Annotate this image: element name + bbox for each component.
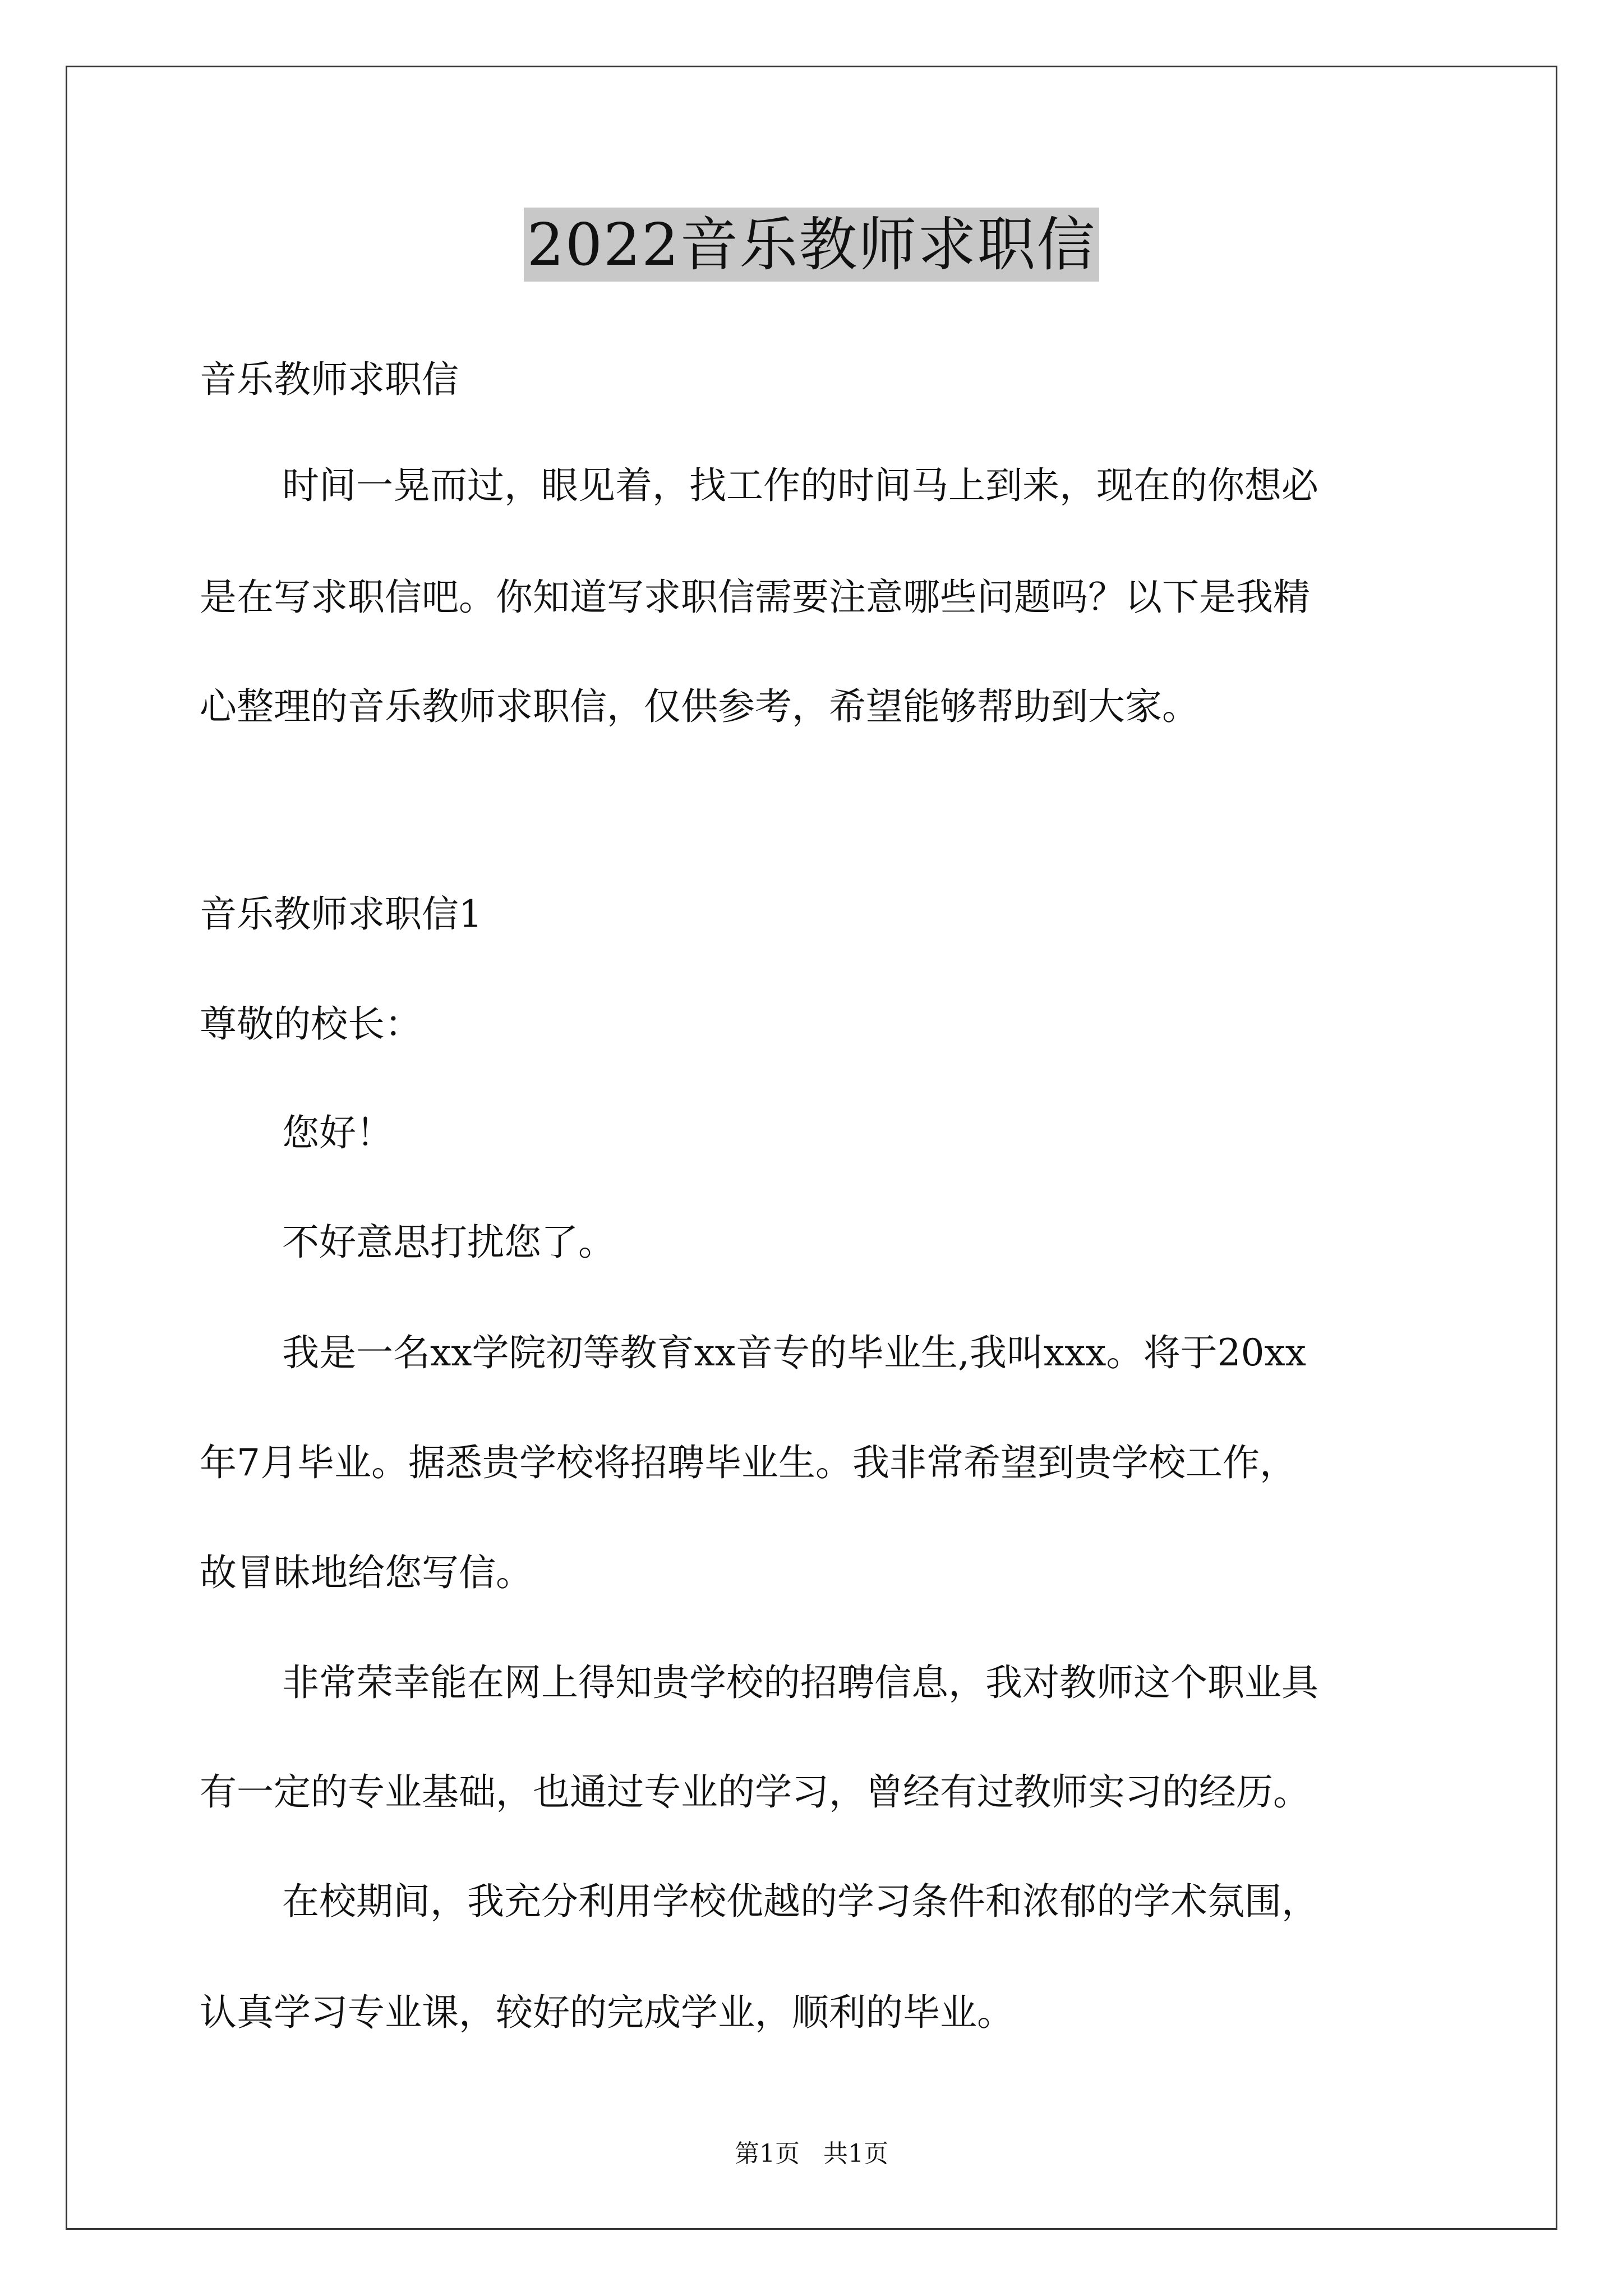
paragraph3-line-2: 认真学习专业课，较好的完成学业，顺利的毕业。 bbox=[200, 1991, 1014, 2034]
intro-line-3: 心整理的音乐教师求职信，仅供参考，希望能够帮助到大家。 bbox=[200, 685, 1199, 728]
current-page-label: 第1页 bbox=[735, 2139, 800, 2168]
paragraph1-line-3: 故冒昧地给您写信。 bbox=[200, 1551, 533, 1594]
document-subtitle: 音乐教师求职信 bbox=[200, 358, 459, 401]
intro-line-1: 时间一晃而过，眼见着，找工作的时间马上到来，现在的你想必 bbox=[282, 464, 1318, 507]
greeting: 您好！ bbox=[282, 1111, 393, 1154]
paragraph1-line-2: 年7月毕业。据悉贵学校将招聘毕业生。我非常希望到贵学校工作， bbox=[200, 1441, 1297, 1484]
letter-heading: 音乐教师求职信1 bbox=[200, 892, 482, 936]
title-wrap bbox=[0, 208, 1623, 282]
paragraph2-line-1: 非常荣幸能在网上得知贵学校的招聘信息，我对教师这个职业具 bbox=[282, 1661, 1318, 1704]
document-title: 2022音乐教师求职信 bbox=[524, 208, 1100, 282]
apology-line: 不好意思打扰您了。 bbox=[282, 1221, 615, 1264]
paragraph2-line-2: 有一定的专业基础，也通过专业的学习，曾经有过教师实习的经历。 bbox=[200, 1770, 1310, 1814]
total-pages-label: 共1页 bbox=[823, 2139, 888, 2168]
paragraph3-line-1: 在校期间，我充分利用学校优越的学习条件和浓郁的学术氛围， bbox=[282, 1880, 1318, 1923]
salutation: 尊敬的校长： bbox=[200, 1002, 422, 1046]
page-footer bbox=[0, 2138, 1623, 2170]
intro-line-2: 是在写求职信吧。你知道写求职信需要注意哪些问题吗？以下是我精 bbox=[200, 576, 1310, 619]
paragraph1-line-1: 我是一名xx学院初等教育xx音专的毕业生,我叫xxx。将于20xx bbox=[282, 1331, 1306, 1374]
